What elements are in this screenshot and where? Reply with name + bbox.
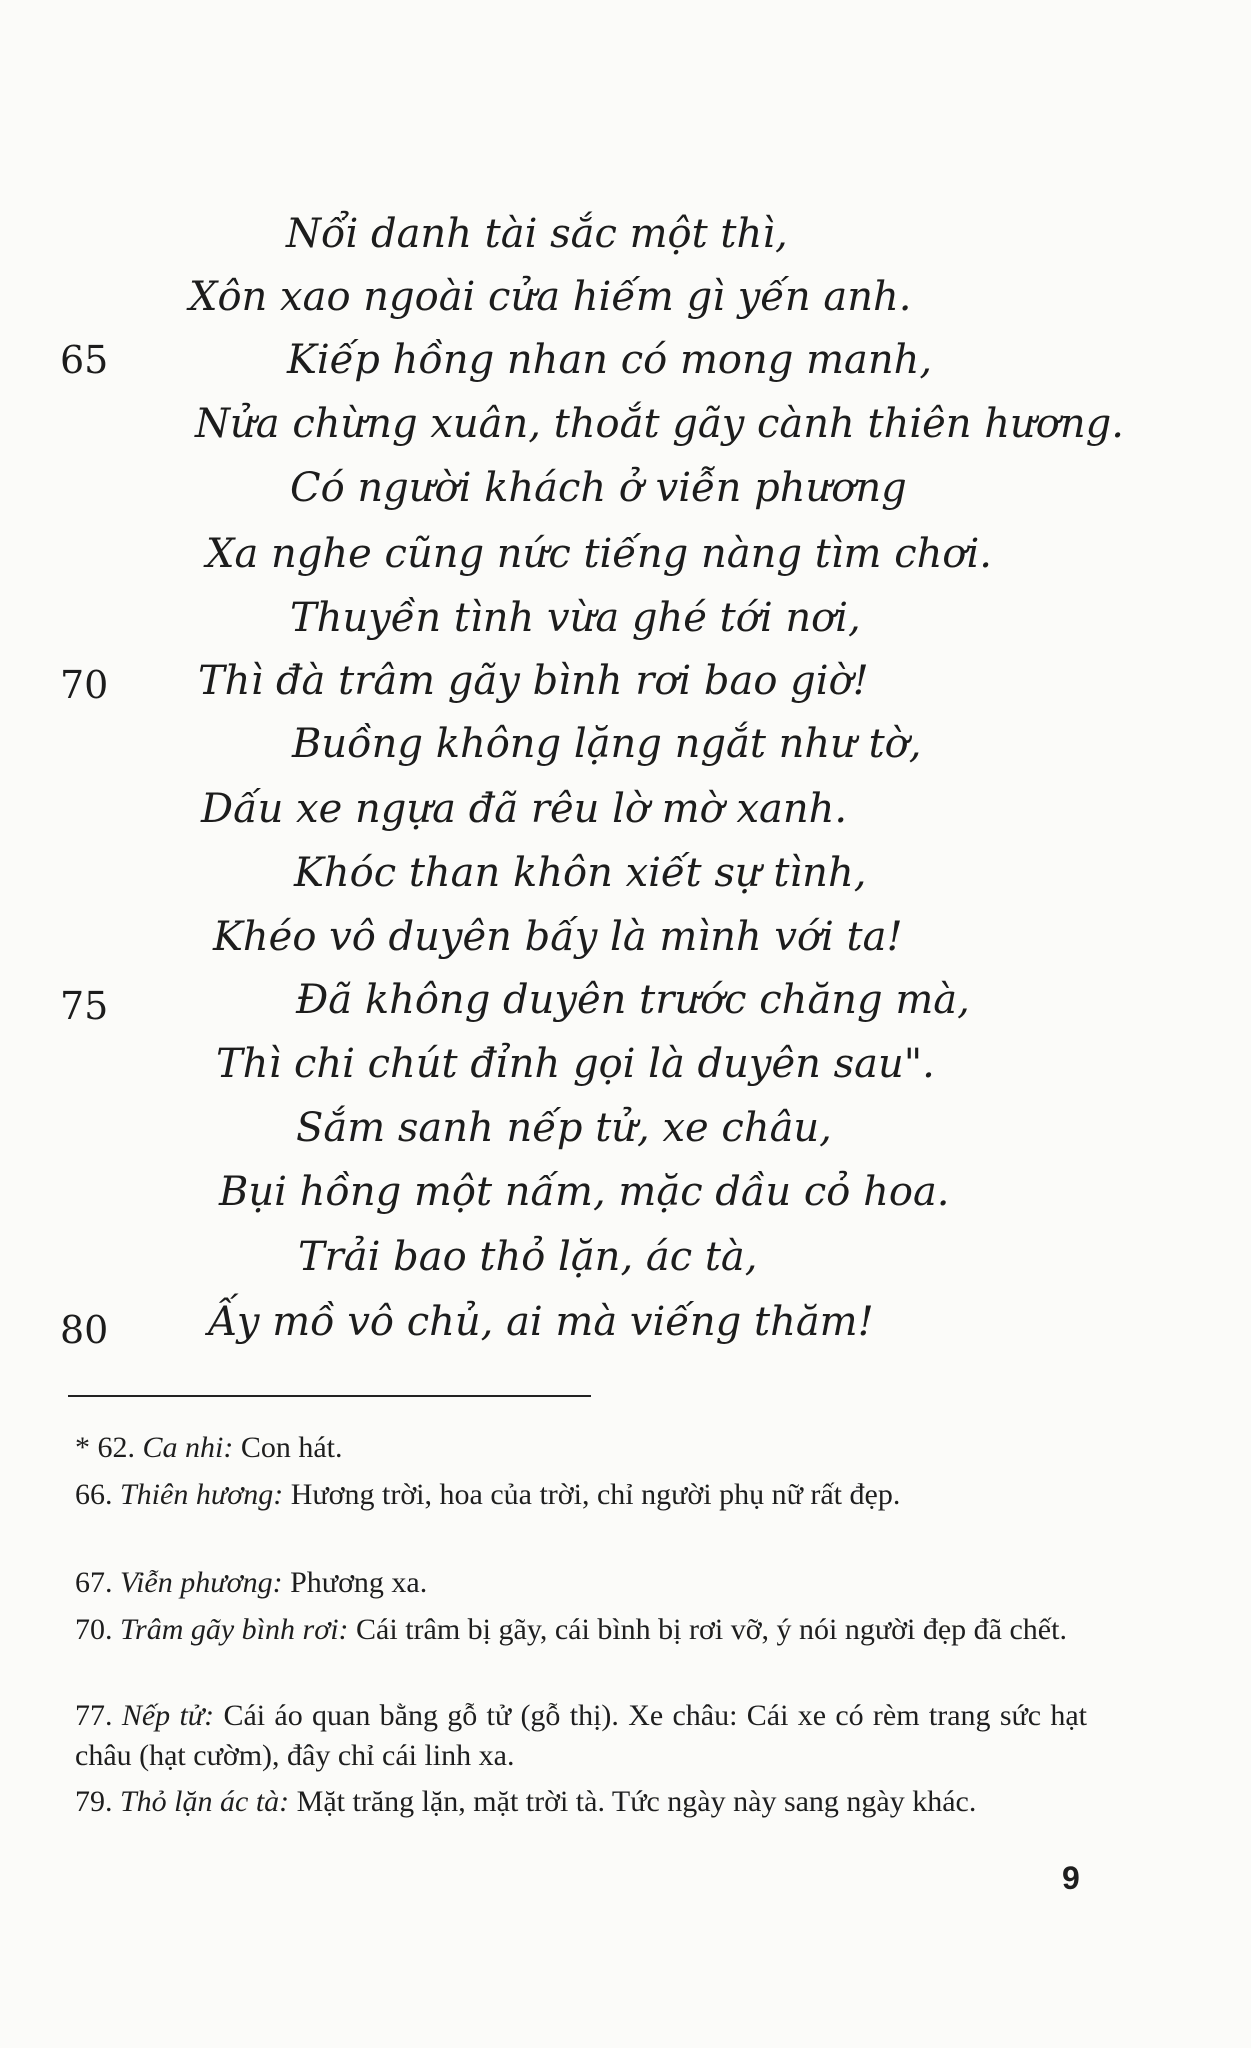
verse-line: Xa nghe cũng nức tiếng nàng tìm chơi. bbox=[206, 531, 992, 577]
verse-line: Khéo vô duyên bấy là mình với ta! bbox=[213, 914, 903, 960]
line-number: 65 bbox=[60, 338, 109, 382]
line-number: 80 bbox=[60, 1308, 109, 1352]
footnote-number: 67. bbox=[75, 1566, 120, 1599]
verse-line: Bụi hồng một nấm, mặc dầu cỏ hoa. bbox=[219, 1169, 950, 1215]
footnote-term: Viễn phương: bbox=[120, 1566, 283, 1599]
verse-line: Đã không duyên trước chăng mà, bbox=[296, 977, 970, 1023]
footnote-separator bbox=[68, 1395, 591, 1397]
verse-line: Khóc than khôn xiết sự tình, bbox=[294, 850, 867, 896]
footnote-text: Con hát. bbox=[233, 1431, 343, 1464]
footnote-text: Cái áo quan bằng gỗ tử (gỗ thị). Xe châu: Cái xe có rèm trang sức hạt châu (hạt cườm), đây chỉ cái linh xa. bbox=[75, 1699, 1088, 1772]
footnote-text: Cái trâm bị gãy, cái bình bị rơi vỡ, ý nói người đẹp đã chết. bbox=[348, 1613, 1067, 1646]
footnote-term: Thiên hương: bbox=[120, 1478, 284, 1511]
footnote-text: Phương xa. bbox=[282, 1566, 428, 1599]
page-number: 9 bbox=[1062, 1860, 1080, 1896]
verse-line: Nửa chừng xuân, thoắt gãy cành thiên hương. bbox=[195, 401, 1124, 447]
footnote bbox=[75, 1428, 1087, 1468]
footnote-number: 77. bbox=[75, 1699, 122, 1732]
verse-line: Thì đà trâm gãy bình rơi bao giờ! bbox=[198, 658, 869, 704]
footnote bbox=[75, 1610, 1087, 1650]
footnote-term: Ca nhi: bbox=[142, 1431, 234, 1464]
footnote-text: Mặt trăng lặn, mặt trời tà. Tức ngày này sang ngày khác. bbox=[289, 1785, 977, 1818]
verse-line: Buồng không lặng ngắt như tờ, bbox=[292, 721, 922, 767]
footnote-term: Trâm gãy bình rơi: bbox=[120, 1613, 349, 1646]
verse-line: Kiếp hồng nhan có mong manh, bbox=[287, 337, 933, 383]
footnote-term: Thỏ lặn ác tà: bbox=[120, 1785, 290, 1818]
footnote bbox=[75, 1696, 1087, 1776]
footnote bbox=[75, 1782, 1087, 1822]
verse-line: Sắm sanh nếp tử, xe châu, bbox=[296, 1105, 832, 1151]
verse-line: Trải bao thỏ lặn, ác tà, bbox=[298, 1234, 758, 1280]
verse-line: Thuyền tình vừa ghé tới nơi, bbox=[290, 595, 861, 641]
line-number: 70 bbox=[60, 663, 109, 707]
line-number: 75 bbox=[60, 984, 109, 1028]
verse-line: Ấy mồ vô chủ, ai mà viếng thăm! bbox=[208, 1299, 874, 1345]
verse-line: Dấu xe ngựa đã rêu lờ mờ xanh. bbox=[201, 786, 848, 832]
footnote-number: 79. bbox=[75, 1785, 120, 1818]
footnote-number: 70. bbox=[75, 1613, 120, 1646]
footnote-number: * 62. bbox=[75, 1431, 143, 1464]
verse-line: Nổi danh tài sắc một thì, bbox=[286, 211, 788, 257]
footnote-text: Hương trời, hoa của trời, chỉ người phụ nữ rất đẹp. bbox=[283, 1478, 901, 1511]
footnote bbox=[75, 1563, 1087, 1603]
footnote-number: 66. bbox=[75, 1478, 120, 1511]
verse-line: Có người khách ở viễn phương bbox=[290, 465, 907, 511]
verse-line: Thì chi chút đỉnh gọi là duyên sau". bbox=[216, 1041, 935, 1087]
verse-line: Xôn xao ngoài cửa hiếm gì yến anh. bbox=[189, 274, 912, 320]
footnote-term: Nếp tử: bbox=[121, 1699, 215, 1732]
footnote bbox=[75, 1475, 1087, 1515]
